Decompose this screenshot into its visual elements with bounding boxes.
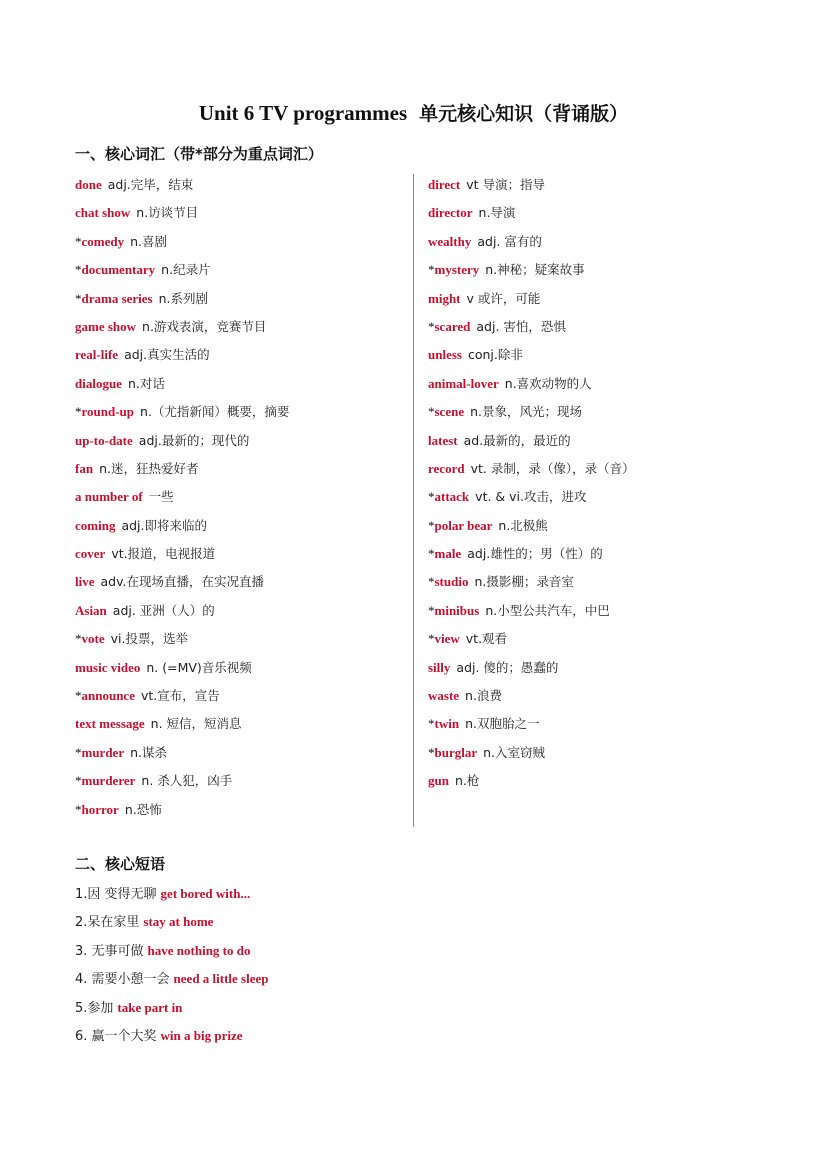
- vocab-word: burglar: [434, 744, 478, 760]
- vocab-definition: n.入室窃贼: [483, 744, 546, 760]
- vocab-word: a number of: [75, 489, 143, 505]
- key-word-marker: *: [75, 631, 82, 647]
- vocab-entry: [428, 512, 758, 540]
- phrase-chinese: 2.呆在家里: [75, 915, 140, 931]
- vocab-entry: [75, 427, 405, 455]
- vocab-definition: adj.雄性的；男（性）的: [467, 546, 603, 562]
- key-word-marker: *: [75, 290, 82, 306]
- vocab-definition: adj. 富有的: [477, 233, 542, 249]
- vocab-definition: ad.最新的，最近的: [463, 432, 571, 448]
- vocab-definition: n. 短信，短消息: [150, 716, 242, 732]
- key-word-marker: *: [428, 631, 435, 647]
- vocab-entry: [428, 654, 758, 682]
- vocab-entry: [75, 228, 405, 256]
- vocab-entry: [428, 199, 758, 227]
- key-word-marker: *: [75, 233, 82, 249]
- vocab-entry: [75, 199, 405, 227]
- vocab-word: silly: [428, 659, 451, 675]
- vocab-definition: adj.完毕，结束: [107, 177, 194, 192]
- vocab-column-right: [428, 171, 758, 796]
- vocab-entry: [428, 540, 758, 568]
- vocab-definition: n.恐怖: [124, 801, 162, 817]
- vocab-entry: [75, 682, 405, 710]
- phrase-chinese: 3. 无事可做: [75, 943, 144, 959]
- vocab-word: polar bear: [434, 517, 493, 533]
- vocab-entry: [428, 597, 758, 625]
- vocab-word: drama series: [81, 290, 153, 306]
- vocab-word: announce: [81, 688, 135, 704]
- vocab-word: dialogue: [75, 375, 122, 391]
- vocab-definition: adj.真实生活的: [124, 347, 210, 363]
- vocab-entry: [75, 739, 405, 767]
- vocab-definition: vt. 录制，录（像），录（音）: [470, 460, 635, 476]
- vocab-definition: adj. 亚洲（人）的: [112, 602, 215, 618]
- vocab-definition: n.枪: [454, 773, 480, 789]
- vocab-entry: [428, 682, 758, 710]
- vocab-entry: [428, 739, 758, 767]
- key-word-marker: *: [428, 517, 435, 533]
- vocab-definition: adj.即将来临的: [121, 517, 207, 533]
- phrase-item: [75, 994, 675, 1022]
- vocab-definition: vt.观看: [465, 631, 508, 647]
- vocab-word: waste: [428, 688, 460, 704]
- vocab-entry: [428, 313, 758, 341]
- phrase-english: need a little sleep: [173, 971, 269, 987]
- vocab-entry: [428, 341, 758, 369]
- vocab-word: mystery: [434, 262, 480, 278]
- phrase-chinese: 5.参加: [75, 1000, 114, 1016]
- vocab-word: animal-lover: [428, 375, 499, 391]
- vocab-definition: n.摄影棚；录音室: [474, 574, 574, 590]
- vocab-definition: n. 杀人犯，凶手: [141, 773, 233, 789]
- vocab-word: scared: [434, 318, 471, 334]
- key-word-marker: *: [428, 489, 435, 505]
- vocab-word: direct: [428, 177, 461, 192]
- key-word-marker: *: [75, 688, 82, 704]
- vocab-entry: [428, 171, 758, 199]
- vocab-definition: n.纪录片: [161, 262, 211, 278]
- vocab-entry: [75, 455, 405, 483]
- vocab-word: studio: [434, 574, 469, 590]
- vocab-definition: vi.投票，选举: [110, 631, 188, 647]
- vocab-word: latest: [428, 432, 458, 448]
- vocab-definition: n.谋杀: [130, 744, 168, 760]
- vocab-word: murderer: [81, 773, 136, 789]
- vocab-entry: [428, 625, 758, 653]
- vocab-entry: [428, 285, 758, 313]
- phrase-chinese: 1.因 变得无聊: [75, 887, 157, 902]
- vocab-definition: v 或许，可能: [466, 290, 541, 306]
- vocab-definition: n.对话: [127, 375, 165, 391]
- vocab-entry: [75, 285, 405, 313]
- key-word-marker: *: [428, 546, 435, 562]
- vocab-word: live: [75, 574, 95, 590]
- vocab-entry: [75, 597, 405, 625]
- vocab-word: cover: [75, 546, 106, 562]
- page-title: [0, 99, 827, 126]
- vocab-entry: [428, 455, 758, 483]
- vocab-word: wealthy: [428, 233, 472, 249]
- vocab-definition: n.喜剧: [130, 233, 168, 249]
- title-chinese: 单元核心知识（背诵版）: [419, 103, 629, 125]
- key-word-marker: *: [428, 404, 435, 420]
- phrase-item: [75, 908, 675, 936]
- vocab-word: up-to-date: [75, 432, 133, 448]
- vocab-definition: n.访谈节目: [136, 205, 199, 221]
- vocab-entry: [75, 540, 405, 568]
- phrase-item: [75, 880, 675, 908]
- vocab-word: twin: [434, 716, 460, 732]
- phrase-english: stay at home: [143, 914, 214, 930]
- vocab-definition: n. (=MV)音乐视频: [146, 659, 252, 675]
- vocab-definition: n.游戏表演，竞赛节目: [142, 318, 267, 334]
- vocab-word: coming: [75, 517, 116, 533]
- key-word-marker: *: [428, 262, 435, 278]
- key-word-marker: *: [75, 801, 82, 817]
- vocab-entry: [75, 767, 405, 795]
- vocab-entry: [428, 228, 758, 256]
- key-word-marker: *: [75, 744, 82, 760]
- vocab-definition: n.北极熊: [498, 517, 548, 533]
- phrase-english: have nothing to do: [147, 942, 251, 958]
- vocab-word: done: [75, 177, 102, 192]
- phrase-chinese: 4. 需要小憩一会: [75, 972, 170, 988]
- vocab-definition: vt.宣布，宣告: [140, 688, 220, 704]
- phrase-english: get bored with...: [160, 886, 251, 901]
- vocab-word: real-life: [75, 347, 119, 363]
- vocab-word: gun: [428, 773, 449, 789]
- vocab-word: text message: [75, 716, 145, 732]
- phrase-english: win a big prize: [160, 1027, 243, 1043]
- phrase-chinese: 6. 赢一个大奖: [75, 1028, 157, 1044]
- phrase-item: [75, 965, 675, 993]
- section-heading-vocabulary: 一、核心词汇（带*部分为重点词汇）: [75, 145, 323, 163]
- vocab-entry: [75, 313, 405, 341]
- vocab-entry: [428, 398, 758, 426]
- vocab-definition: n.导演: [478, 205, 516, 221]
- vocab-definition: n.景象，风光；现场: [470, 404, 583, 420]
- vocab-entry: [75, 625, 405, 653]
- key-word-marker: *: [75, 262, 82, 278]
- vocab-definition: adj. 害怕，恐惧: [476, 318, 566, 334]
- title-english: Unit 6 TV programmes: [198, 101, 408, 125]
- vocab-entry: [428, 568, 758, 596]
- vocab-definition: n.双胞胎之一: [465, 716, 540, 732]
- vocab-entry: [428, 256, 758, 284]
- vocab-entry: [75, 710, 405, 738]
- vocab-definition: n.小型公共汽车，中巴: [485, 602, 610, 618]
- vocab-entry: [75, 370, 405, 398]
- key-word-marker: *: [428, 318, 435, 334]
- vocab-word: record: [428, 460, 465, 476]
- vocab-word: view: [434, 631, 460, 647]
- vocab-word: Asian: [75, 602, 107, 618]
- vocab-entry: [75, 398, 405, 426]
- phrase-item: [75, 937, 675, 965]
- vocab-word: murder: [81, 744, 125, 760]
- vocab-word: fan: [75, 460, 94, 476]
- vocab-definition: n.喜欢动物的人: [504, 375, 592, 391]
- section-heading-phrases: 二、核心短语: [75, 855, 166, 873]
- vocab-definition: conj.除非: [467, 347, 523, 363]
- key-word-marker: *: [428, 716, 435, 732]
- vocab-definition: adv.在现场直播，在实况直播: [100, 574, 264, 590]
- vocab-entry: [75, 341, 405, 369]
- vocab-word: game show: [75, 318, 137, 334]
- vocab-word: music video: [75, 659, 141, 675]
- vocab-entry: [75, 171, 405, 199]
- vocab-word: round-up: [81, 404, 135, 420]
- vocab-word: director: [428, 205, 473, 221]
- vocab-entry: [428, 710, 758, 738]
- key-word-marker: *: [75, 773, 82, 789]
- phrase-item: [75, 1022, 675, 1050]
- vocab-word: comedy: [81, 233, 125, 249]
- vocab-definition: adj. 傻的；愚蠢的: [456, 659, 559, 675]
- vocab-definition: n.浪费: [465, 688, 502, 704]
- vocab-definition: vt. & vi.攻击，进攻: [475, 489, 587, 505]
- column-divider: [413, 174, 414, 827]
- vocab-word: horror: [81, 801, 119, 817]
- vocab-entry: [75, 796, 405, 824]
- vocab-word: vote: [81, 631, 105, 647]
- vocab-word: male: [434, 546, 462, 562]
- vocab-word: scene: [434, 404, 465, 420]
- vocab-entry: [428, 427, 758, 455]
- key-word-marker: *: [75, 404, 82, 420]
- vocab-entry: [75, 256, 405, 284]
- vocab-entry: [75, 654, 405, 682]
- vocab-definition: 一些: [148, 489, 174, 505]
- vocab-word: might: [428, 290, 461, 306]
- key-word-marker: *: [428, 744, 435, 760]
- vocab-definition: n.系列剧: [158, 290, 209, 306]
- vocab-entry: [75, 483, 405, 511]
- vocab-definition: vt 导演；指导: [466, 177, 546, 192]
- vocab-definition: n.神秘；疑案故事: [485, 262, 585, 278]
- vocab-word: attack: [434, 489, 470, 505]
- vocab-entry: [428, 370, 758, 398]
- vocab-entry: [75, 512, 405, 540]
- vocab-definition: n.迷，狂热爱好者: [99, 460, 199, 476]
- vocab-word: minibus: [434, 602, 480, 618]
- vocab-definition: adj.最新的；现代的: [138, 432, 250, 448]
- vocab-word: chat show: [75, 205, 131, 221]
- vocab-entry: [428, 767, 758, 795]
- key-word-marker: *: [428, 602, 435, 618]
- vocab-entry: [428, 483, 758, 511]
- vocab-word: documentary: [81, 262, 156, 278]
- vocab-word: unless: [428, 347, 462, 363]
- key-word-marker: *: [428, 574, 435, 590]
- phrase-english: take part in: [117, 999, 183, 1015]
- vocab-definition: vt.报道，电视报道: [111, 546, 216, 562]
- vocab-entry: [75, 568, 405, 596]
- phrase-list: [75, 880, 675, 1050]
- vocab-definition: n.（尤指新闻）概要，摘要: [140, 404, 290, 420]
- vocab-column-left: [75, 171, 405, 824]
